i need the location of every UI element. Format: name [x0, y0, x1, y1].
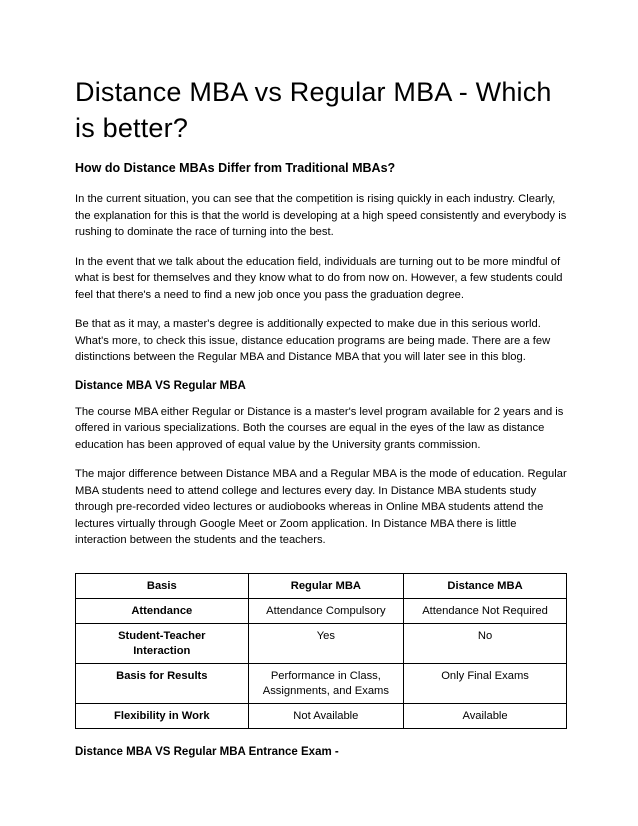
document-content: [75, 74, 567, 760]
table-cell-basis: Attendance: [76, 598, 249, 623]
section-paragraph-1: The course MBA either Regular or Distance is a master's level program available for 2 years and is offered in various specializations. Both the courses are equal in the eyes of the law as distance education has been approved of equal value by the University grants commission.: [75, 405, 564, 451]
table-cell-regular: Yes: [248, 623, 403, 663]
table-cell-distance: Only Final Exams: [404, 663, 567, 703]
intro-paragraph-3: Be that as it may, a master's degree is additionally expected to make due in this serious world. What's more, to check this issue, distance education programs are being made. There are a few distinctions between the Regular MBA and Distance MBA that you will later see in this blog.: [75, 318, 551, 363]
table-cell-regular: Attendance Compulsory: [248, 598, 403, 623]
table-cell-distance: Attendance Not Required: [404, 598, 567, 623]
table-cell-distance: No: [404, 623, 567, 663]
comparison-table: [75, 573, 567, 729]
table-cell-regular: Performance in Class, Assignments, and Exams: [248, 663, 403, 703]
table-cell-basis: Flexibility in Work: [76, 703, 249, 728]
section-heading-entrance-exam: Distance MBA VS Regular MBA Entrance Exam -: [75, 745, 339, 758]
table-cell-regular: Not Available: [248, 703, 403, 728]
table-cell-basis: Basis for Results: [76, 663, 249, 703]
table-header-regular: Regular MBA: [248, 573, 403, 598]
section-paragraph-2: The major difference between Distance MBA and a Regular MBA is the mode of education. Regular MBA students need to attend college and lectures every day. In Distance MBA students study through pre-recorded video lectures or audiobooks whereas in Online MBA students attend the lectures virtually through Google Meet or Zoom application. In Distance MBA there is little interaction between the students and the teachers.: [75, 468, 567, 546]
table-row: [76, 663, 567, 703]
section-heading-comparison: Distance MBA VS Regular MBA: [75, 379, 246, 392]
subtitle-heading: How do Distance MBAs Differ from Traditional MBAs?: [75, 161, 396, 175]
table-header-basis: Basis: [76, 573, 249, 598]
table-row: [76, 703, 567, 728]
table-row: [76, 598, 567, 623]
document-title: Distance MBA vs Regular MBA - Which is better?: [75, 77, 552, 143]
table-row: [76, 623, 567, 663]
intro-paragraph-1: In the current situation, you can see that the competition is rising quickly in each industry. Clearly, the explanation for this is that the world is developing at a high speed consistently and everybody is rushing to dominate the race of turning into the best.: [75, 193, 567, 238]
table-header-distance: Distance MBA: [404, 573, 567, 598]
table-cell-distance: Available: [404, 703, 567, 728]
intro-paragraph-2: In the event that we talk about the education field, individuals are turning out to be more mindful of what is best for themselves and they know what to do from now on. However, a few students could feel that there's a need to find a new job once you pass the graduation degree.: [75, 255, 563, 301]
table-header-row: [76, 573, 567, 598]
table-cell-basis: Student-Teacher Interaction: [76, 623, 249, 663]
